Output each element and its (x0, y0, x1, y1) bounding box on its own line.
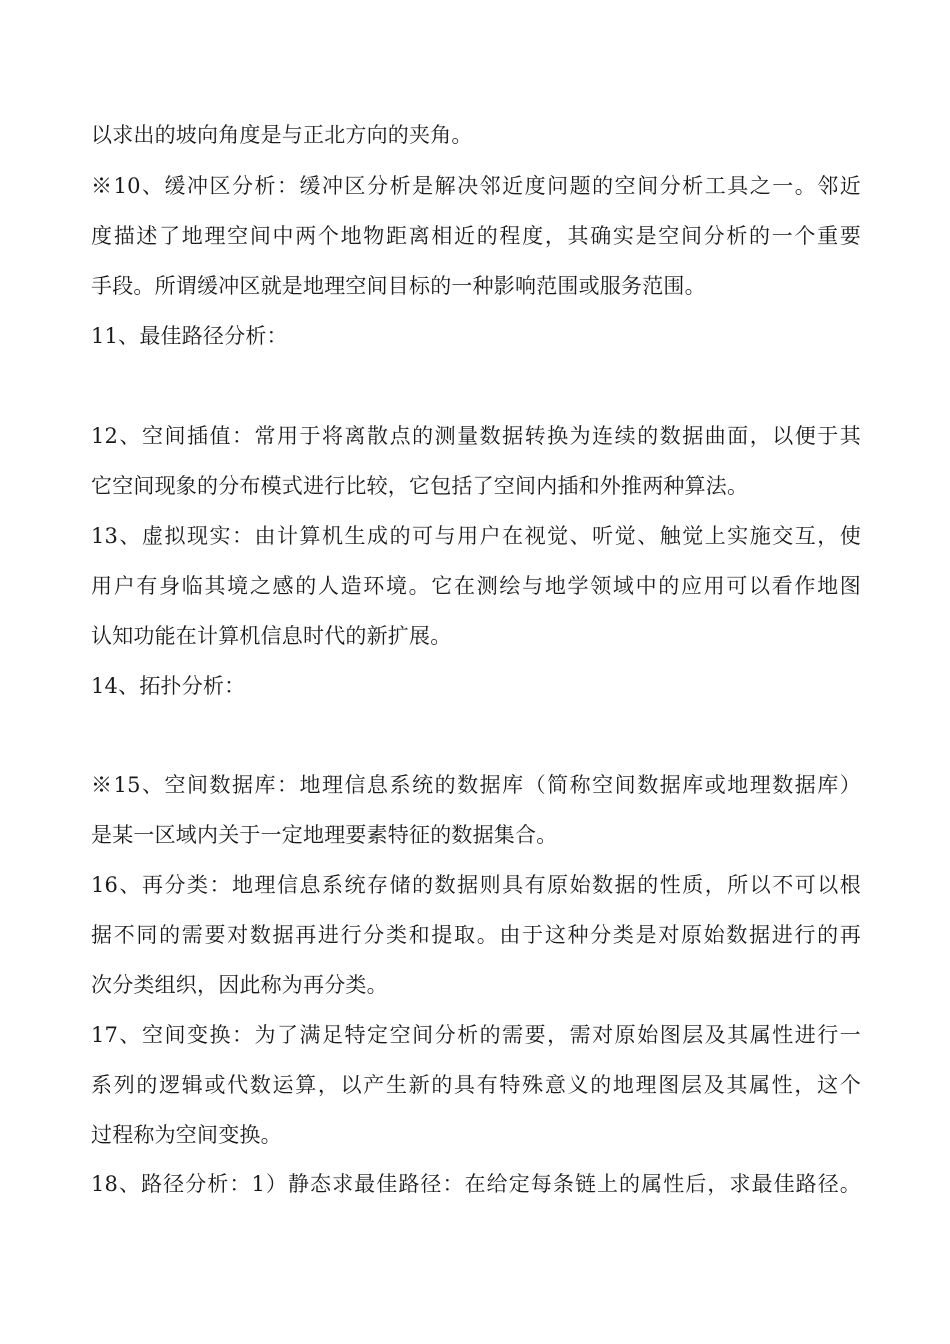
text-line: 系列的逻辑或代数运算，以产生新的具有特殊意义的地理图层及其属性，这个 (91, 1073, 861, 1097)
text-line: 以求出的坡向角度是与正北方向的夹角。 (91, 123, 473, 147)
text-line: 度描述了地理空间中两个地物距离相近的程度，其确实是空间分析的一个重要 (91, 224, 861, 248)
text-line: 手段。所谓缓冲区就是地理空间目标的一种影响范围或服务范围。 (91, 274, 706, 298)
text-line: 据不同的需要对数据再进行分类和提取。由于这种分类是对原始数据进行的再 (91, 923, 861, 947)
text-line: 12、空间插值：常用于将离散点的测量数据转换为连续的数据曲面，以便于其 (91, 424, 861, 448)
text-line: 认知功能在计算机信息时代的新扩展。 (91, 624, 452, 648)
heading-line: 14、拓扑分析： (91, 674, 246, 698)
text-line: 用户有身临其境之感的人造环境。它在测绘与地学领域中的应用可以看作地图 (91, 574, 861, 598)
text-line: 它空间现象的分布模式进行比较，它包括了空间内插和外推两种算法。 (91, 474, 749, 498)
text-line: 18、路径分析：1）静态求最佳路径：在给定每条链上的属性后，求最佳路径。 (91, 1172, 861, 1196)
text-line: 16、再分类：地理信息系统存储的数据则具有原始数据的性质，所以不可以根 (91, 873, 861, 897)
text-line: 次分类组织，因此称为再分类。 (91, 973, 388, 997)
text-line: 过程称为空间变换。 (91, 1123, 282, 1147)
text-line: ※10、缓冲区分析：缓冲区分析是解决邻近度问题的空间分析工具之一。邻近 (91, 174, 861, 198)
text-line: ※15、空间数据库：地理信息系统的数据库（简称空间数据库或地理数据库） (91, 773, 861, 797)
text-line: 17、空间变换：为了满足特定空间分析的需要，需对原始图层及其属性进行一 (91, 1023, 861, 1047)
text-line: 是某一区域内关于一定地理要素特征的数据集合。 (91, 823, 558, 847)
heading-line: 11、最佳路径分析： (91, 324, 288, 348)
text-line: 13、虚拟现实：由计算机生成的可与用户在视觉、听觉、触觉上实施交互，使 (91, 524, 861, 548)
